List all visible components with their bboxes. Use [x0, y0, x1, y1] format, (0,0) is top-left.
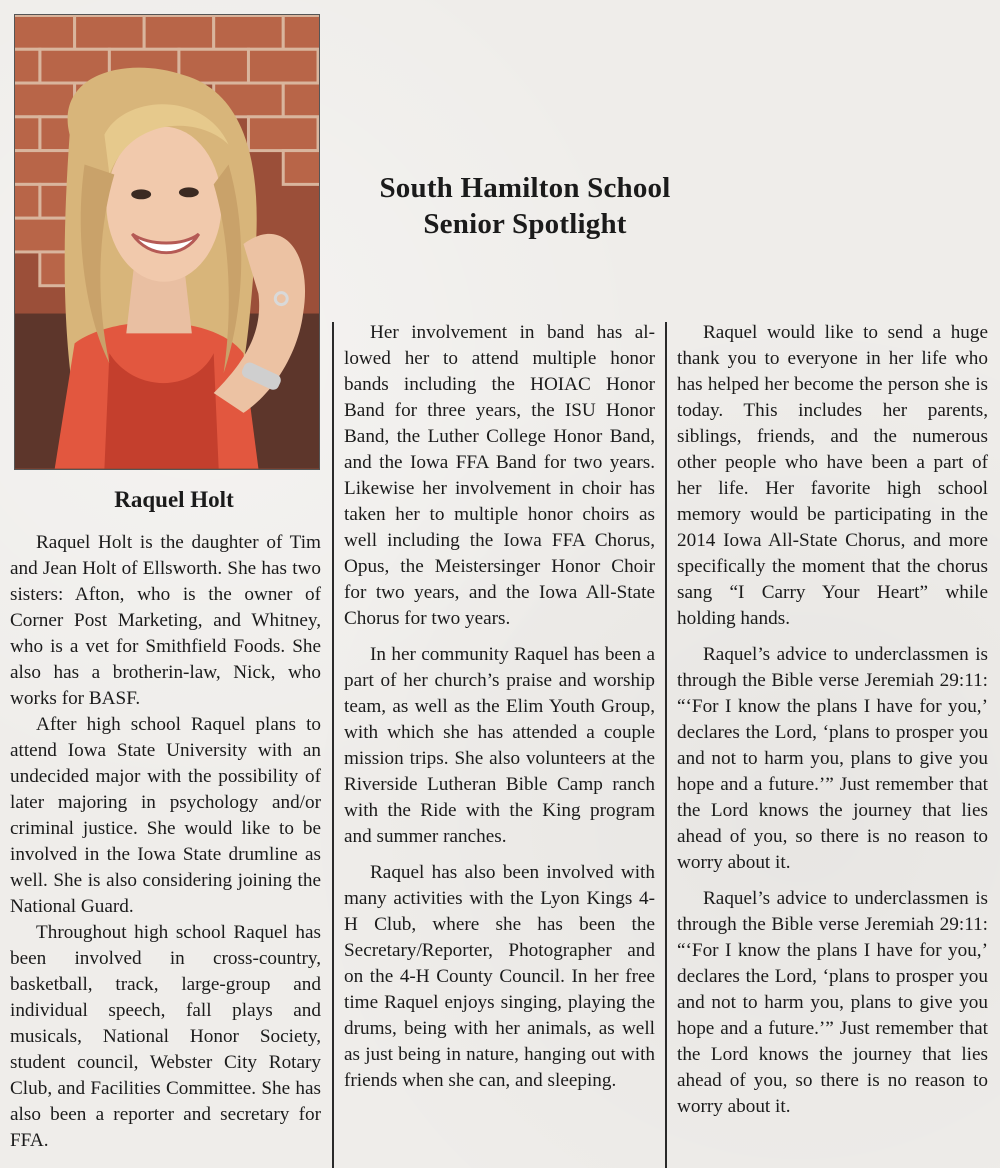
headline-line-2: Senior Spotlight: [423, 208, 627, 240]
paragraph: Throughout high school Raquel has been involved in cross-country, basketball, track, large-group and individual speech, fall plays and musicals, National Honor Society, student council, Webster City Rotary Club, and Facilities Committee. She has also been a reporter and secretary for FFA.: [10, 922, 321, 1151]
column-divider: [665, 322, 667, 1168]
portrait-photo-art: [15, 15, 319, 469]
paragraph: Raquel’s advice to underclassmen is through the Bible verse Jeremiah 29:11: “‘For I know the plans I have for you,’ declares the Lord, ‘plans to prosper you and not to harm you, plans to give you hope and a future.’” Just remember that the Lord knows the journey that lies ahead of you, so there is no reason to worry about it.: [677, 644, 988, 873]
paragraph: Raquel’s advice to underclassmen is through the Bible verse Jeremiah 29:11: “‘For I know the plans I have for you,’ declares the Lord, ‘plans to prosper you and not to harm you, plans to give you hope and a future.’” Just remember that the Lord knows the journey that lies ahead of you, so there is no reason to worry about it.: [677, 888, 988, 1117]
headline: [345, 170, 705, 242]
article-column-3: [677, 320, 988, 1130]
paragraph: Raquel has also been involved with many activities with the Lyon Kings 4-H Club, where she has been the Secretary/Reporter, Photographer and on the 4-H County Council. In her free time Raquel enjoys singing, playing the drums, being with her animals, as well as just being in nature, hanging out with friends when she can, and sleeping.: [344, 862, 655, 1091]
portrait-photo: [14, 14, 320, 470]
headline-line-1: South Hamilton School: [379, 172, 671, 204]
paragraph: Her involvement in band has allowed her to attend multiple honor bands including the HOIAC Honor Band for three years, the ISU Honor Band, the Luther College Honor Band, and the Iowa FFA Band for two years. Likewise her involvement in choir has taken her to multiple honor choirs as well including the Iowa FFA Chorus, Opus, the Meistersinger Honor Choir for two years, and the Iowa All-State Chorus for two years.: [344, 322, 655, 629]
paragraph: Raquel would like to send a huge thank you to everyone in her life who has helped her become the person she is today. This includes her parents, siblings, friends, and the numerous other people who have been a part of her life. Her favorite high school memory would be participating in the 2014 Iowa All-State Chorus, and more specifically the moment that the chorus sang “I Carry Your Heart” while holding hands.: [677, 322, 988, 629]
article-column-1: [10, 530, 321, 1154]
paragraph: Raquel Holt is the daughter of Tim and Jean Holt of Ellsworth. She has two sisters: Afton, who is the owner of Corner Post Marketing, and Whitney, who is a vet for Smithfield Foods. She also has a brotherin-law, Nick, who works for BASF.: [10, 532, 321, 709]
photo-caption-name: Raquel Holt: [114, 487, 234, 512]
paragraph: After high school Raquel plans to attend Iowa State University with an undecided major with the possibility of later majoring in psychology and/or criminal justice. She would like to be involved in the Iowa State drumline as well. She is also considering joining the National Guard.: [10, 714, 321, 917]
column-divider: [332, 322, 334, 1168]
article-column-2: [344, 320, 655, 1104]
paragraph: In her community Raquel has been a part of her church’s praise and worship team, as well as the Elim Youth Group, with which she has attended a couple mission trips. She also volunteers at the Riverside Lutheran Bible Camp ranch with the Ride with the King program and summer ranches.: [344, 644, 655, 847]
